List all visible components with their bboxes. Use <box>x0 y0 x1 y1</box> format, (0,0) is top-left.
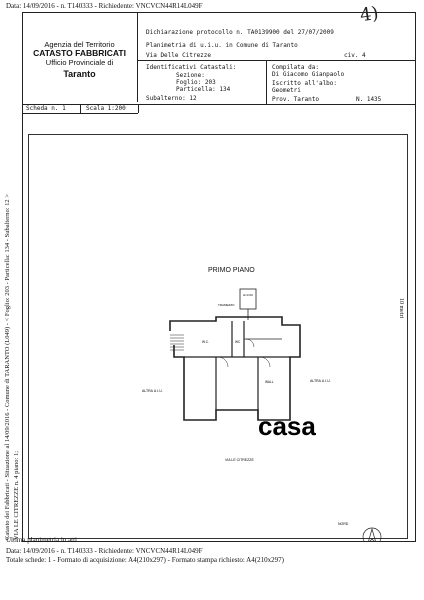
declaration-plan: Planimetria di u.i.u. in Comune di Taranto <box>146 42 298 49</box>
separator-vertical <box>138 104 139 113</box>
compiled-albo-label: Iscritto all'albo: <box>272 80 338 87</box>
declaration-civic: civ. 4 <box>344 52 366 59</box>
scheda-number: Scheda n. 1 <box>26 105 66 112</box>
identifiers-sezione: Sezione: <box>176 72 205 79</box>
compiled-province: Prov. Taranto <box>272 96 319 103</box>
altra-left-label: ALTRA U.I.U. <box>142 389 163 393</box>
separator-vertical <box>80 104 81 113</box>
room-b-label: WC <box>235 340 241 344</box>
footer-last-plan: Ultima planimetria in atti <box>6 536 77 544</box>
declaration-address: Via Delle Citrezze <box>146 52 212 59</box>
identifiers-particella: Particella: 134 <box>176 86 231 93</box>
room-box-label: H=3.00 <box>243 293 253 297</box>
north-label: NORD <box>338 522 349 526</box>
separator-vertical <box>266 60 267 104</box>
footer-format-line: Totale schede: 1 - Formato di acquisizione: A4(210x297) - Formato stampa richiesto: A4(210x297) <box>6 556 284 564</box>
right-measure: 10 metri <box>398 298 404 319</box>
separator-line <box>138 60 416 61</box>
compiled-name: Di Giacomo Gianpaolo <box>272 71 345 78</box>
floor-label: PRIMO PIANO <box>208 267 255 274</box>
handwritten-number: 4) <box>358 2 380 27</box>
agency-office: Ufficio Provinciale di <box>45 58 114 67</box>
identifiers-title: Identificativi Catastali: <box>146 64 237 71</box>
watermark: casa <box>258 411 316 441</box>
separator-line <box>22 113 138 114</box>
altra-right-label: ALTRA U.I.U. <box>310 379 331 383</box>
declaration-protocol: Dichiarazione protocollo n. TA0139900 del 27/07/2009 <box>146 29 334 36</box>
agency-catasto: CATASTO FABBRICATI <box>33 48 126 58</box>
compiled-label: Compilata da: <box>272 64 319 71</box>
identifiers-foglio: Foglio: 203 <box>176 79 216 86</box>
header-request-line: Data: 14/09/2016 - n. T140333 - Richiedente: VNCVCN44R14L049F <box>6 2 203 10</box>
floor-plan <box>22 135 416 542</box>
separator-line <box>22 104 416 105</box>
room-a-label: W.C. <box>202 340 209 344</box>
compiled-number: N. 1435 <box>356 96 382 103</box>
agency-name: Agenzia del Territorio <box>44 40 115 49</box>
agency-city: Taranto <box>63 69 96 79</box>
compiled-albo: Geometri <box>272 87 301 94</box>
agency-block <box>22 12 138 102</box>
room-c-label: WALL <box>265 380 274 384</box>
side-text-lower: VIA LE CITREZZE n. 4 piano: 1; <box>13 450 20 540</box>
scheda-scale: Scala 1:200 <box>86 105 126 112</box>
small-room <box>240 289 256 309</box>
street-label: VIA LE CITREZZE <box>225 458 254 462</box>
apartment-outline <box>170 317 300 420</box>
identifiers-subalterno: Subalterno: 12 <box>146 95 197 102</box>
footer-request-line: Data: 14/09/2016 - n. T140333 - Richiedente: VNCVCN44R14L049F <box>6 547 203 555</box>
room-top-label: TRAMEZZO <box>218 303 235 307</box>
side-text-upper: Catasto dei Fabbricati - Situazione al 14/09/2016 - Comune di TARANTO (L049) - < Foglio: 203 - Particella: 134 - Subalterno: 12 > <box>4 194 11 540</box>
